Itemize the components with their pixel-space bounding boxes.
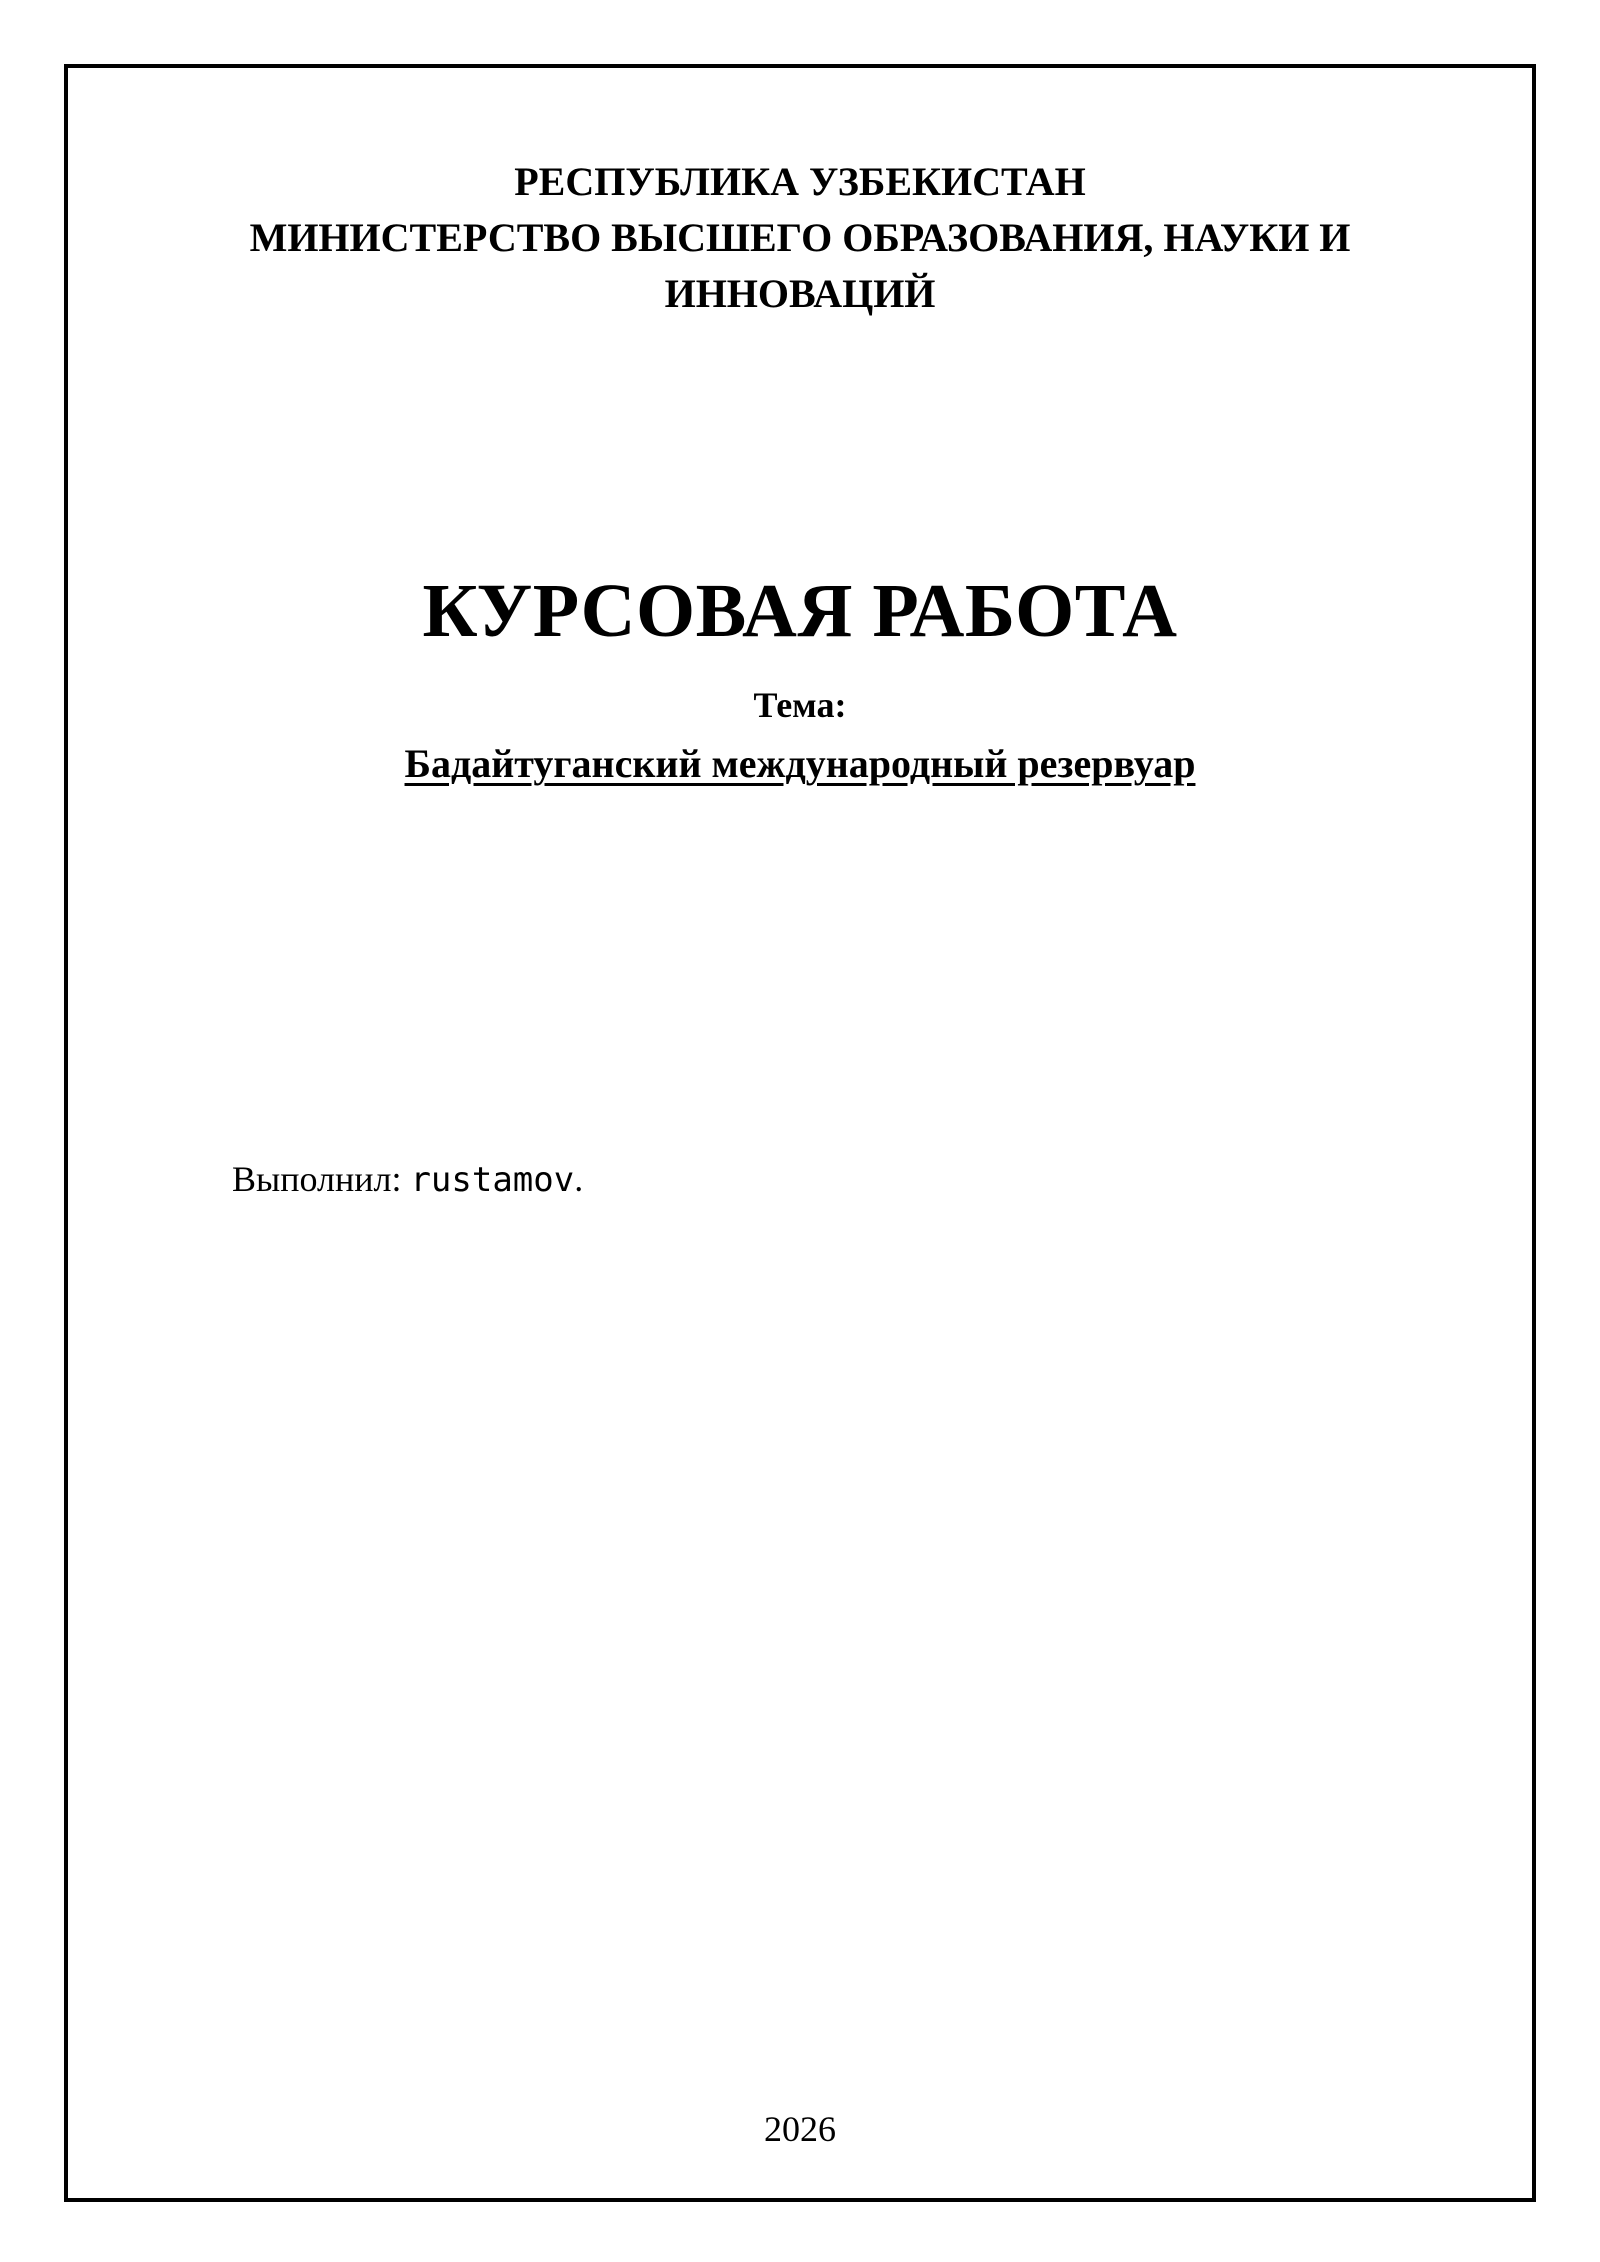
document-header bbox=[68, 154, 1532, 322]
document-year: 2026 bbox=[764, 2109, 836, 2149]
topic-label: Тема: bbox=[753, 685, 847, 725]
topic-value-text: Бадайтуганский международный резервуар bbox=[404, 741, 1196, 786]
header-ministry: МИНИСТЕРСТВО ВЫСШЕГО ОБРАЗОВАНИЯ, НАУКИ И bbox=[249, 215, 1351, 260]
author-suffix: . bbox=[574, 1159, 584, 1199]
page-border bbox=[64, 64, 1536, 2202]
header-country: РЕСПУБЛИКА УЗБЕКИСТАН bbox=[514, 159, 1086, 204]
author-name: rustamov bbox=[410, 1160, 575, 1200]
topic-value bbox=[68, 736, 1532, 792]
author-line bbox=[232, 1154, 583, 1205]
document-title: КУРСОВАЯ РАБОТА bbox=[422, 569, 1178, 653]
header-ministry-continued: ИННОВАЦИЙ bbox=[664, 271, 936, 316]
author-label: Выполнил: bbox=[232, 1159, 402, 1199]
